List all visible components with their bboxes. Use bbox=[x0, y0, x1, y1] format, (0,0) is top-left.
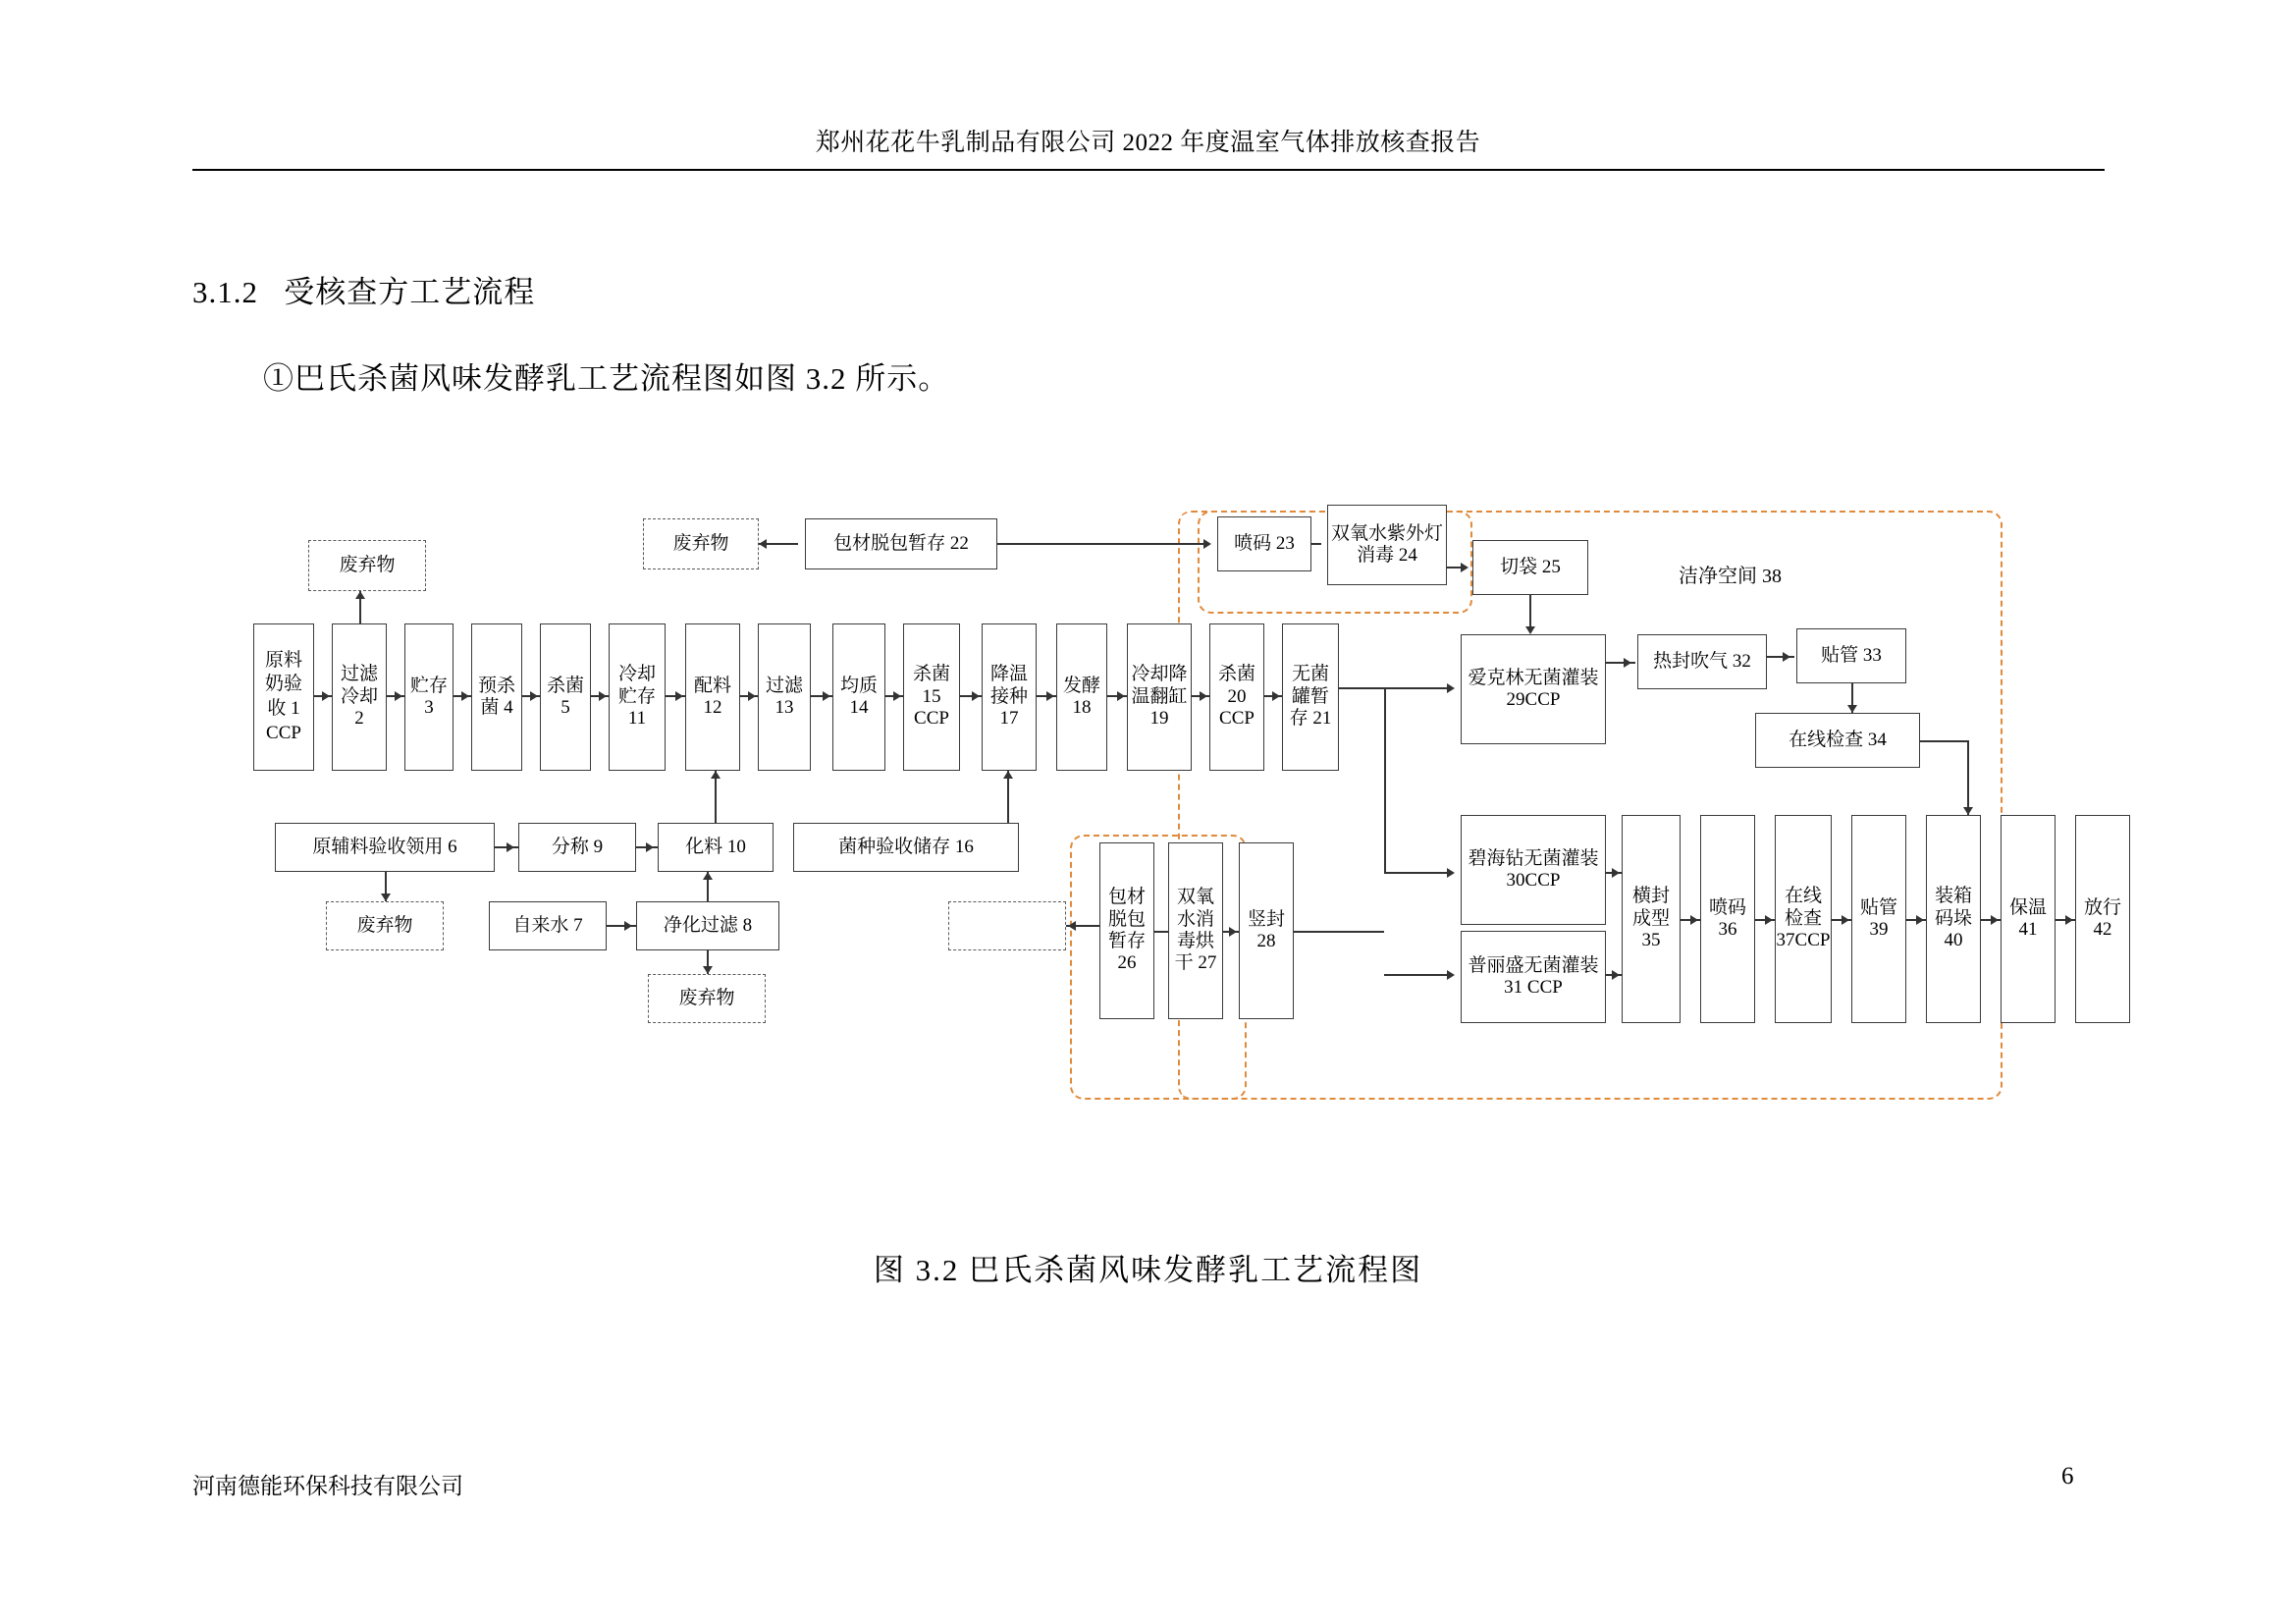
node-31: 普丽盛无菌灌装 31 CCP bbox=[1461, 931, 1606, 1023]
node-16: 菌种验收储存 16 bbox=[793, 823, 1019, 872]
conn-23-to-24 bbox=[1311, 543, 1321, 545]
node-9: 分称 9 bbox=[518, 823, 636, 872]
arrow-29-32 bbox=[1624, 658, 1631, 668]
arrow-22-waste bbox=[759, 539, 767, 549]
conn-28-to-fill bbox=[1294, 931, 1384, 933]
node-14: 均质 14 bbox=[832, 623, 885, 771]
node-28: 竖封 28 bbox=[1239, 842, 1294, 1019]
arrow-21-31 bbox=[1447, 970, 1455, 980]
node-32: 热封吹气 32 bbox=[1637, 634, 1767, 689]
arrow-20-21 bbox=[1272, 691, 1280, 701]
node-20: 杀菌 20 CCP bbox=[1209, 623, 1264, 771]
node-waste-8: 废弃物 bbox=[648, 974, 766, 1023]
page-header: 郑州花花牛乳制品有限公司 2022 年度温室气体排放核查报告 bbox=[815, 130, 1481, 156]
node-39: 贴管 39 bbox=[1851, 815, 1906, 1023]
node-8: 净化过滤 8 bbox=[636, 901, 779, 950]
conn-21-30 bbox=[1384, 872, 1447, 874]
arrow-21-29 bbox=[1447, 683, 1455, 693]
node-6: 原辅料验收领用 6 bbox=[275, 823, 495, 872]
arrow-11-12 bbox=[675, 691, 683, 701]
arrow-32-33 bbox=[1783, 652, 1790, 662]
page-title bbox=[192, 267, 535, 311]
node-5: 杀菌 5 bbox=[540, 623, 591, 771]
footer-page-number: 6 bbox=[2061, 1463, 2074, 1489]
arrow-40-41 bbox=[1991, 915, 1999, 925]
arrow-18-19 bbox=[1117, 691, 1125, 701]
arrow-2-waste bbox=[355, 591, 365, 599]
arrow-36-37 bbox=[1765, 915, 1773, 925]
node-3: 贮存 3 bbox=[404, 623, 454, 771]
arrow-30-35 bbox=[1612, 868, 1620, 878]
arrow-34-down bbox=[1963, 807, 1973, 815]
node-41: 保温 41 bbox=[2001, 815, 2056, 1023]
conn-21-branch-v bbox=[1384, 687, 1386, 874]
arrow-19-20 bbox=[1200, 691, 1207, 701]
arrow-21-30 bbox=[1447, 868, 1455, 878]
arrow-9-10 bbox=[646, 842, 654, 852]
node-29: 爱克林无菌灌装 29CCP bbox=[1461, 634, 1606, 744]
arrow-12-13 bbox=[748, 691, 756, 701]
arrow-14-15 bbox=[893, 691, 901, 701]
arrow-35-36 bbox=[1690, 915, 1698, 925]
node-33: 贴管 33 bbox=[1796, 628, 1906, 683]
node-4: 预杀菌 4 bbox=[471, 623, 522, 771]
arrow-39-40 bbox=[1916, 915, 1924, 925]
node-waste-22: 废弃物 bbox=[643, 518, 759, 569]
figure-caption: 图 3.2 巴氏杀菌风味发酵乳工艺流程图 bbox=[873, 1253, 1423, 1287]
section-number: 3.1.2 bbox=[192, 275, 258, 309]
arrow-2-3 bbox=[395, 691, 402, 701]
node-18: 发酵 18 bbox=[1056, 623, 1107, 771]
node-26: 包材脱包暂存 26 bbox=[1099, 842, 1154, 1019]
arrow-6-waste bbox=[381, 893, 391, 901]
conn-26-27 bbox=[1154, 931, 1168, 933]
arrow-25-down bbox=[1525, 626, 1535, 634]
conn-21-29 bbox=[1339, 687, 1447, 689]
arrow-7-8 bbox=[624, 921, 632, 931]
node-42: 放行 42 bbox=[2075, 815, 2130, 1023]
arrow-5-11 bbox=[599, 691, 607, 701]
arrow-13-14 bbox=[823, 691, 830, 701]
arrow-10-12 bbox=[711, 771, 721, 779]
arrow-17-18 bbox=[1046, 691, 1054, 701]
arrow-31-35 bbox=[1612, 970, 1620, 980]
conn-34-down bbox=[1967, 740, 1969, 815]
arrow-1-2 bbox=[322, 691, 330, 701]
node-11: 冷却贮存 11 bbox=[609, 623, 666, 771]
node-35: 横封成型 35 bbox=[1622, 815, 1681, 1023]
arrow-22-23 bbox=[1203, 539, 1211, 549]
arrow-27-28 bbox=[1229, 927, 1237, 937]
node-waste-26 bbox=[948, 901, 1066, 950]
conn-21-31 bbox=[1384, 974, 1447, 976]
arrow-15-17 bbox=[972, 691, 980, 701]
section-title-text: 受核查方工艺流程 bbox=[284, 275, 536, 309]
node-19: 冷却降温翻缸 19 bbox=[1127, 623, 1192, 771]
node-7: 自来水 7 bbox=[489, 901, 607, 950]
arrow-4-5 bbox=[530, 691, 538, 701]
node-25: 切袋 25 bbox=[1472, 540, 1588, 595]
arrow-41-42 bbox=[2065, 915, 2073, 925]
node-40: 装箱码垛 40 bbox=[1926, 815, 1981, 1023]
conn-25-down bbox=[1529, 595, 1531, 630]
node-21: 无菌罐暂存 21 bbox=[1282, 623, 1339, 771]
node-2: 过滤冷却 2 bbox=[332, 623, 387, 771]
node-23: 喷码 23 bbox=[1217, 516, 1311, 571]
node-12: 配料 12 bbox=[685, 623, 740, 771]
arrow-8-waste bbox=[703, 966, 713, 974]
arrow-6-9 bbox=[507, 842, 514, 852]
arrow-16-17 bbox=[1003, 771, 1013, 779]
paragraph-intro: ①巴氏杀菌风味发酵乳工艺流程图如图 3.2 所示。 bbox=[263, 361, 950, 396]
node-waste-2: 废弃物 bbox=[308, 540, 426, 591]
process-flow-diagram bbox=[264, 522, 2121, 1159]
node-1: 原料奶验收 1 CCP bbox=[253, 623, 314, 771]
arrow-8-10 bbox=[703, 872, 713, 880]
node-17: 降温接种 17 bbox=[982, 623, 1037, 771]
clean-space-label: 洁净空间 38 bbox=[1679, 566, 1782, 587]
node-15: 杀菌 15 CCP bbox=[903, 623, 960, 771]
node-27: 双氧水消毒烘干 27 bbox=[1168, 842, 1223, 1019]
node-waste-6: 废弃物 bbox=[326, 901, 444, 950]
arrow-26-waste bbox=[1068, 921, 1076, 931]
node-22: 包材脱包暂存 22 bbox=[805, 518, 997, 569]
node-34: 在线检查 34 bbox=[1755, 713, 1920, 768]
header-divider bbox=[192, 169, 2105, 171]
node-37: 在线检查 37CCP bbox=[1775, 815, 1832, 1023]
node-30: 碧海钻无菌灌装 30CCP bbox=[1461, 815, 1606, 925]
arrow-3-4 bbox=[461, 691, 469, 701]
conn-22-to-23 bbox=[997, 543, 1209, 545]
footer-company: 河南德能环保科技有限公司 bbox=[192, 1474, 463, 1498]
node-24: 双氧水紫外灯消毒 24 bbox=[1327, 505, 1447, 585]
arrow-33-34 bbox=[1847, 705, 1857, 713]
node-10: 化料 10 bbox=[658, 823, 774, 872]
arrow-24-25 bbox=[1461, 563, 1468, 572]
arrow-37-39 bbox=[1842, 915, 1849, 925]
conn-34-right bbox=[1920, 740, 1969, 742]
node-13: 过滤 13 bbox=[758, 623, 811, 771]
node-36: 喷码 36 bbox=[1700, 815, 1755, 1023]
